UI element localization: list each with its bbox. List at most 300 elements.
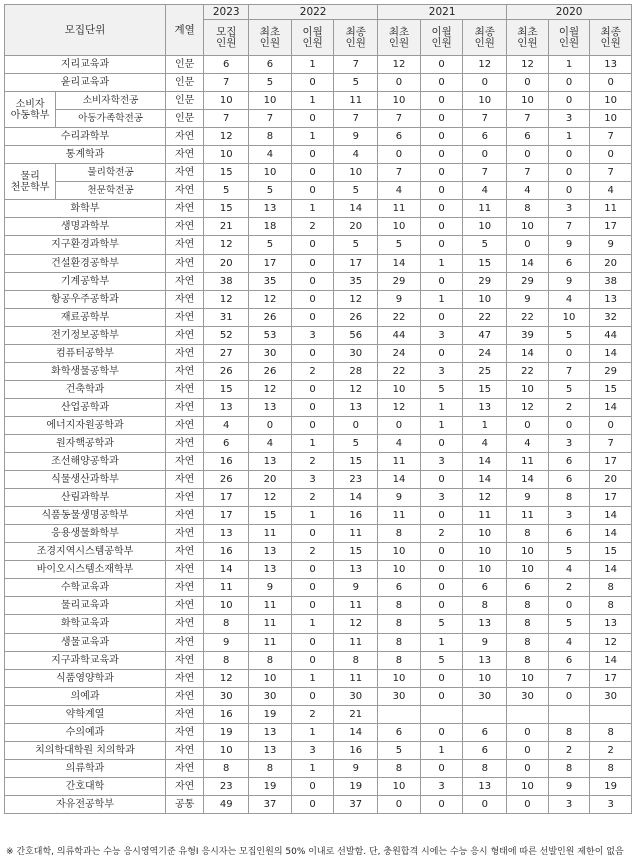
unit-category: 자연 — [165, 146, 203, 164]
unit-name: 아동가족학전공 — [56, 110, 166, 128]
value-cell: 6 — [548, 525, 590, 543]
value-cell: 9 — [548, 777, 590, 795]
value-cell: 4 — [590, 182, 632, 200]
value-cell: 17 — [590, 669, 632, 687]
value-cell: 0 — [291, 182, 334, 200]
value-cell: 1 — [291, 434, 334, 452]
value-cell: 0 — [507, 416, 549, 434]
value-cell: 10 — [249, 164, 292, 182]
admissions-table — [4, 4, 632, 814]
value-cell: 0 — [291, 236, 334, 254]
value-cell: 5 — [463, 236, 507, 254]
value-cell: 12 — [334, 290, 378, 308]
unit-name: 소비자학전공 — [56, 92, 166, 110]
value-cell: 0 — [291, 525, 334, 543]
value-cell: 0 — [291, 416, 334, 434]
header-year-2023: 2023 — [204, 5, 249, 20]
value-cell: 4 — [507, 182, 549, 200]
value-cell: 8 — [463, 597, 507, 615]
value-cell: 0 — [420, 164, 463, 182]
value-cell: 9 — [507, 290, 549, 308]
value-cell: 49 — [204, 795, 249, 813]
unit-category: 자연 — [165, 218, 203, 236]
table-row — [5, 453, 632, 471]
value-cell: 17 — [204, 489, 249, 507]
value-cell: 8 — [378, 759, 421, 777]
table-row — [5, 777, 632, 795]
value-cell: 9 — [204, 633, 249, 651]
value-cell: 10 — [378, 777, 421, 795]
value-cell: 19 — [590, 777, 632, 795]
value-cell: 0 — [420, 687, 463, 705]
value-cell: 0 — [420, 669, 463, 687]
value-cell: 13 — [204, 398, 249, 416]
value-cell: 1 — [420, 290, 463, 308]
value-cell: 15 — [590, 380, 632, 398]
value-cell: 0 — [420, 92, 463, 110]
value-cell: 15 — [463, 380, 507, 398]
value-cell: 13 — [334, 561, 378, 579]
table-row — [5, 362, 632, 380]
table-row — [5, 543, 632, 561]
value-cell: 10 — [378, 561, 421, 579]
value-cell: 0 — [507, 759, 549, 777]
value-cell: 19 — [249, 777, 292, 795]
value-cell: 1 — [291, 56, 334, 74]
value-cell: 8 — [463, 759, 507, 777]
value-cell: 4 — [463, 434, 507, 452]
unit-name: 전기정보공학부 — [5, 326, 166, 344]
unit-name: 화학생물공학부 — [5, 362, 166, 380]
value-cell: 13 — [334, 398, 378, 416]
value-cell: 10 — [378, 218, 421, 236]
unit-name: 통계학과 — [5, 146, 166, 164]
unit-name: 수학교육과 — [5, 579, 166, 597]
value-cell: 6 — [378, 128, 421, 146]
value-cell: 3 — [548, 434, 590, 452]
value-cell: 4 — [378, 434, 421, 452]
value-cell: 13 — [463, 777, 507, 795]
value-cell: 0 — [548, 146, 590, 164]
value-cell: 26 — [334, 308, 378, 326]
value-cell: 9 — [334, 128, 378, 146]
value-cell: 2 — [420, 525, 463, 543]
value-cell: 0 — [420, 218, 463, 236]
value-cell: 37 — [334, 795, 378, 813]
table-row — [5, 471, 632, 489]
unit-category: 자연 — [165, 453, 203, 471]
value-cell: 10 — [463, 525, 507, 543]
value-cell: 0 — [420, 543, 463, 561]
table-row — [5, 561, 632, 579]
value-cell: 10 — [590, 110, 632, 128]
value-cell: 11 — [463, 200, 507, 218]
value-cell: 5 — [334, 74, 378, 92]
value-cell: 1 — [420, 741, 463, 759]
value-cell: 39 — [507, 326, 549, 344]
value-cell: 14 — [590, 398, 632, 416]
unit-name: 수리과학부 — [5, 128, 166, 146]
value-cell: 16 — [204, 705, 249, 723]
value-cell: 10 — [204, 597, 249, 615]
table-row — [5, 128, 632, 146]
table-row — [5, 669, 632, 687]
value-cell: 10 — [378, 380, 421, 398]
value-cell: 3 — [420, 453, 463, 471]
value-cell: 8 — [378, 615, 421, 633]
value-cell: 10 — [334, 164, 378, 182]
value-cell: 17 — [334, 254, 378, 272]
value-cell: 6 — [204, 434, 249, 452]
value-cell — [378, 705, 421, 723]
value-cell: 5 — [378, 741, 421, 759]
value-cell: 0 — [420, 308, 463, 326]
table-row — [5, 110, 632, 128]
value-cell: 16 — [204, 453, 249, 471]
value-cell: 29 — [507, 272, 549, 290]
unit-name: 건축학과 — [5, 380, 166, 398]
unit-category: 자연 — [165, 272, 203, 290]
value-cell: 0 — [548, 74, 590, 92]
value-cell: 30 — [590, 687, 632, 705]
value-cell: 19 — [204, 723, 249, 741]
table-row — [5, 741, 632, 759]
value-cell: 10 — [507, 669, 549, 687]
unit-name: 식품영양학과 — [5, 669, 166, 687]
value-cell: 10 — [548, 308, 590, 326]
header-year-2022: 2022 — [249, 5, 378, 20]
value-cell: 0 — [291, 651, 334, 669]
value-cell: 0 — [548, 182, 590, 200]
table-row — [5, 579, 632, 597]
value-cell: 13 — [249, 543, 292, 561]
value-cell: 5 — [548, 543, 590, 561]
value-cell: 0 — [420, 759, 463, 777]
value-cell: 0 — [590, 74, 632, 92]
unit-category: 인문 — [165, 56, 203, 74]
value-cell: 10 — [463, 218, 507, 236]
value-cell: 11 — [378, 200, 421, 218]
unit-category: 공통 — [165, 795, 203, 813]
value-cell: 0 — [420, 597, 463, 615]
table-row — [5, 308, 632, 326]
unit-category: 자연 — [165, 597, 203, 615]
value-cell: 13 — [590, 56, 632, 74]
table-row — [5, 272, 632, 290]
value-cell: 35 — [334, 272, 378, 290]
value-cell: 0 — [507, 74, 549, 92]
unit-name: 기계공학부 — [5, 272, 166, 290]
value-cell: 5 — [420, 651, 463, 669]
value-cell: 10 — [204, 741, 249, 759]
value-cell: 8 — [548, 723, 590, 741]
unit-category: 자연 — [165, 561, 203, 579]
unit-category: 자연 — [165, 236, 203, 254]
value-cell: 56 — [334, 326, 378, 344]
value-cell: 38 — [590, 272, 632, 290]
unit-name: 생명과학부 — [5, 218, 166, 236]
value-cell: 9 — [249, 579, 292, 597]
unit-name: 재료공학부 — [5, 308, 166, 326]
value-cell: 3 — [420, 362, 463, 380]
unit-category: 자연 — [165, 308, 203, 326]
value-cell: 0 — [463, 795, 507, 813]
value-cell: 14 — [590, 507, 632, 525]
value-cell: 8 — [507, 597, 549, 615]
value-cell: 3 — [548, 110, 590, 128]
value-cell: 6 — [548, 651, 590, 669]
value-cell: 11 — [334, 597, 378, 615]
value-cell: 6 — [548, 453, 590, 471]
value-cell: 2 — [590, 741, 632, 759]
value-cell: 4 — [507, 434, 549, 452]
value-cell: 0 — [291, 579, 334, 597]
value-cell: 0 — [291, 110, 334, 128]
value-cell: 0 — [590, 146, 632, 164]
value-cell: 0 — [420, 434, 463, 452]
value-cell: 5 — [548, 326, 590, 344]
unit-name: 화학부 — [5, 200, 166, 218]
table-row — [5, 633, 632, 651]
value-cell: 20 — [590, 254, 632, 272]
value-cell: 11 — [334, 92, 378, 110]
value-cell: 3 — [548, 507, 590, 525]
table-row — [5, 74, 632, 92]
value-cell: 0 — [291, 687, 334, 705]
value-cell: 23 — [334, 471, 378, 489]
value-cell: 17 — [249, 254, 292, 272]
value-cell: 6 — [378, 579, 421, 597]
table-row — [5, 651, 632, 669]
value-cell: 2 — [291, 543, 334, 561]
value-cell: 0 — [291, 272, 334, 290]
value-cell: 7 — [507, 110, 549, 128]
value-cell: 7 — [590, 164, 632, 182]
value-cell: 9 — [548, 236, 590, 254]
admissions-table-container — [4, 4, 632, 814]
value-cell: 16 — [334, 741, 378, 759]
value-cell: 22 — [463, 308, 507, 326]
value-cell: 44 — [378, 326, 421, 344]
value-cell: 2 — [548, 579, 590, 597]
value-cell: 7 — [204, 74, 249, 92]
value-cell: 10 — [463, 561, 507, 579]
value-cell: 14 — [463, 453, 507, 471]
unit-name: 산림과학부 — [5, 489, 166, 507]
header-2021-sub-1: 최초 인원 — [378, 20, 421, 56]
value-cell: 1 — [420, 416, 463, 434]
value-cell: 8 — [590, 579, 632, 597]
value-cell: 8 — [378, 597, 421, 615]
value-cell: 6 — [378, 723, 421, 741]
value-cell: 30 — [204, 687, 249, 705]
unit-category: 인문 — [165, 110, 203, 128]
value-cell: 5 — [548, 615, 590, 633]
value-cell: 6 — [249, 56, 292, 74]
value-cell: 10 — [463, 543, 507, 561]
value-cell: 0 — [420, 128, 463, 146]
value-cell: 4 — [334, 146, 378, 164]
value-cell: 13 — [249, 723, 292, 741]
value-cell: 12 — [507, 56, 549, 74]
value-cell: 7 — [548, 218, 590, 236]
value-cell: 2 — [291, 705, 334, 723]
unit-name: 식물생산과학부 — [5, 471, 166, 489]
footnote: ※ 간호대학, 의류학과는 수능 응시영역기준 유형Ⅰ 응시자는 모집인원의 50% 이내로 선발함. 단, 충원합격 시에는 수능 응시 형태에 따른 선발인원 제한이 없음 — [6, 847, 624, 857]
value-cell: 13 — [249, 200, 292, 218]
value-cell: 0 — [291, 74, 334, 92]
header-2022-sub-3: 최종 인원 — [334, 20, 378, 56]
value-cell: 0 — [291, 254, 334, 272]
value-cell: 18 — [249, 218, 292, 236]
unit-category: 자연 — [165, 344, 203, 362]
unit-category: 자연 — [165, 615, 203, 633]
value-cell: 14 — [590, 651, 632, 669]
unit-category: 자연 — [165, 254, 203, 272]
value-cell: 0 — [507, 795, 549, 813]
value-cell: 7 — [334, 110, 378, 128]
value-cell: 8 — [378, 633, 421, 651]
value-cell: 30 — [249, 687, 292, 705]
unit-name: 윤리교육과 — [5, 74, 166, 92]
header-2021-sub-2: 이월 인원 — [420, 20, 463, 56]
value-cell: 12 — [507, 398, 549, 416]
value-cell: 9 — [378, 290, 421, 308]
unit-category: 자연 — [165, 777, 203, 795]
value-cell: 4 — [249, 434, 292, 452]
value-cell: 12 — [204, 290, 249, 308]
table-row — [5, 687, 632, 705]
value-cell: 0 — [420, 795, 463, 813]
value-cell: 6 — [204, 56, 249, 74]
value-cell: 0 — [291, 290, 334, 308]
unit-category: 자연 — [165, 434, 203, 452]
value-cell — [548, 705, 590, 723]
value-cell: 4 — [249, 146, 292, 164]
value-cell: 11 — [249, 597, 292, 615]
table-row — [5, 218, 632, 236]
value-cell: 21 — [334, 705, 378, 723]
table-row — [5, 416, 632, 434]
value-cell: 1 — [291, 669, 334, 687]
value-cell: 0 — [420, 579, 463, 597]
value-cell: 11 — [334, 669, 378, 687]
value-cell: 26 — [249, 362, 292, 380]
value-cell: 7 — [378, 164, 421, 182]
table-row — [5, 146, 632, 164]
value-cell: 13 — [463, 615, 507, 633]
table-row — [5, 236, 632, 254]
value-cell: 9 — [590, 236, 632, 254]
value-cell: 3 — [548, 795, 590, 813]
value-cell: 29 — [463, 272, 507, 290]
unit-name: 조경지역시스템공학부 — [5, 543, 166, 561]
value-cell: 7 — [249, 110, 292, 128]
value-cell: 11 — [378, 453, 421, 471]
value-cell: 8 — [334, 651, 378, 669]
value-cell: 0 — [291, 344, 334, 362]
table-row — [5, 182, 632, 200]
value-cell: 10 — [378, 543, 421, 561]
value-cell: 19 — [249, 705, 292, 723]
unit-name: 에너지자원공학과 — [5, 416, 166, 434]
value-cell: 8 — [378, 651, 421, 669]
value-cell: 11 — [507, 507, 549, 525]
value-cell: 8 — [204, 759, 249, 777]
value-cell: 8 — [507, 651, 549, 669]
value-cell: 19 — [334, 777, 378, 795]
value-cell: 7 — [334, 56, 378, 74]
value-cell: 0 — [291, 146, 334, 164]
value-cell: 12 — [204, 236, 249, 254]
value-cell: 8 — [204, 651, 249, 669]
value-cell: 12 — [334, 615, 378, 633]
unit-category: 자연 — [165, 326, 203, 344]
unit-category: 자연 — [165, 128, 203, 146]
value-cell: 30 — [249, 344, 292, 362]
unit-name: 치의학대학원 치의학과 — [5, 741, 166, 759]
value-cell: 9 — [463, 633, 507, 651]
unit-name: 지리교육과 — [5, 56, 166, 74]
value-cell: 17 — [590, 453, 632, 471]
header-2020-sub-2: 이월 인원 — [548, 20, 590, 56]
value-cell: 15 — [204, 200, 249, 218]
value-cell: 8 — [249, 128, 292, 146]
header-2020-sub-1: 최초 인원 — [507, 20, 549, 56]
value-cell: 16 — [334, 507, 378, 525]
unit-group: 물리 천문학부 — [5, 164, 56, 200]
value-cell: 0 — [334, 416, 378, 434]
value-cell: 5 — [249, 74, 292, 92]
value-cell: 0 — [507, 236, 549, 254]
value-cell: 8 — [378, 525, 421, 543]
header-unit: 모집단위 — [5, 5, 166, 56]
header-year-2020: 2020 — [507, 5, 632, 20]
value-cell: 0 — [291, 380, 334, 398]
unit-category: 자연 — [165, 471, 203, 489]
unit-category: 자연 — [165, 182, 203, 200]
value-cell: 22 — [378, 308, 421, 326]
unit-category: 자연 — [165, 416, 203, 434]
value-cell: 0 — [507, 146, 549, 164]
value-cell: 6 — [548, 254, 590, 272]
header-group: 계열 — [165, 5, 203, 56]
value-cell: 0 — [420, 471, 463, 489]
value-cell: 4 — [378, 182, 421, 200]
value-cell: 20 — [204, 254, 249, 272]
unit-name: 산업공학과 — [5, 398, 166, 416]
value-cell: 10 — [378, 669, 421, 687]
value-cell: 30 — [334, 687, 378, 705]
value-cell: 1 — [548, 56, 590, 74]
table-row — [5, 759, 632, 777]
table-row — [5, 290, 632, 308]
value-cell: 0 — [590, 416, 632, 434]
value-cell: 15 — [463, 254, 507, 272]
unit-name: 컴퓨터공학부 — [5, 344, 166, 362]
value-cell: 8 — [548, 489, 590, 507]
table-row — [5, 705, 632, 723]
value-cell: 7 — [463, 164, 507, 182]
value-cell: 12 — [249, 489, 292, 507]
value-cell: 26 — [249, 308, 292, 326]
value-cell: 37 — [249, 795, 292, 813]
unit-name: 지구과학교육과 — [5, 651, 166, 669]
value-cell: 7 — [507, 164, 549, 182]
value-cell: 0 — [249, 416, 292, 434]
value-cell: 38 — [204, 272, 249, 290]
table-row — [5, 92, 632, 110]
